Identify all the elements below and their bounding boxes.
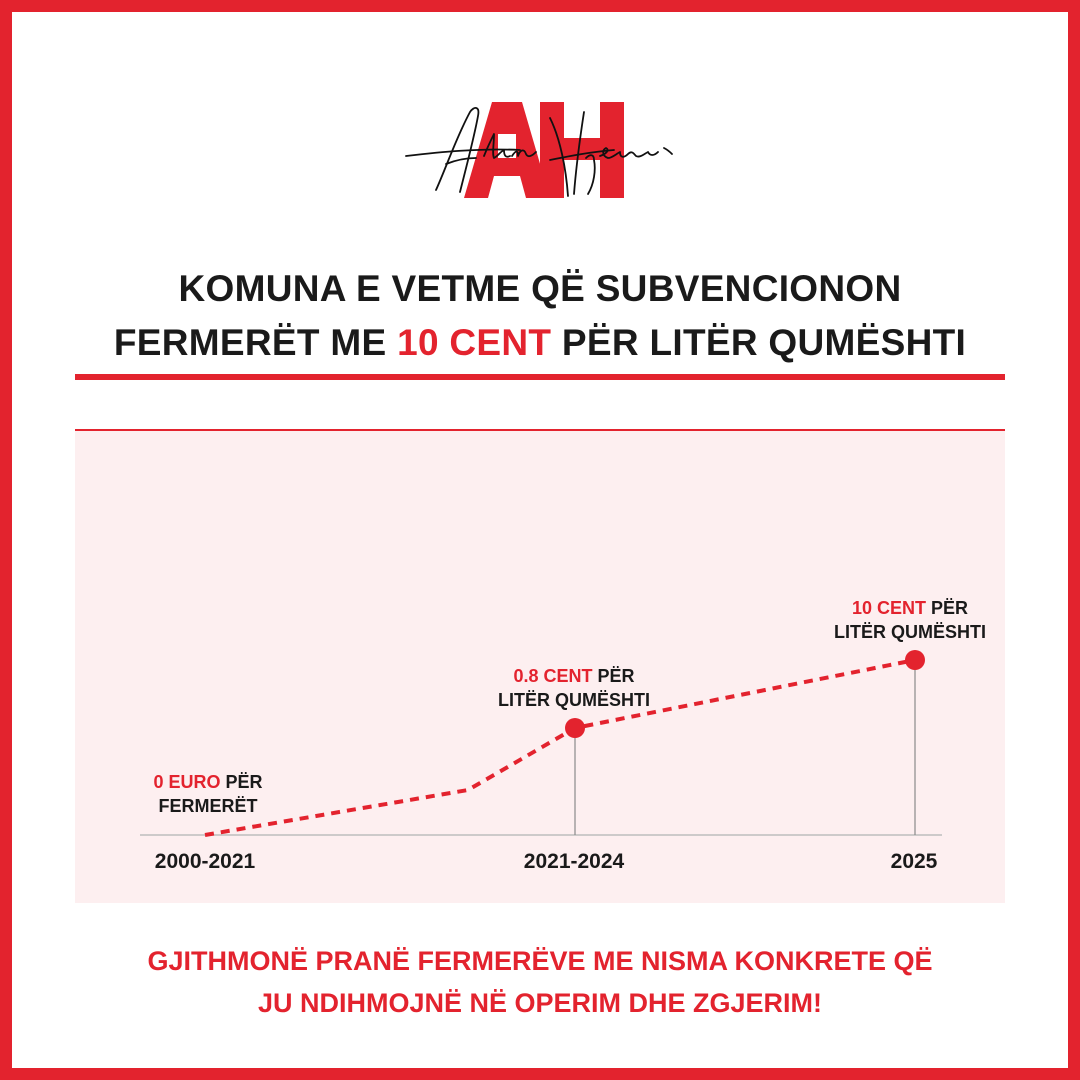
headline-line-1: KOMUNA E VETME QË SUBVENCIONON	[178, 268, 902, 309]
annotation-line-2: LITËR QUMËSHTI	[834, 622, 986, 642]
annotation-line-2: FERMERËT	[158, 796, 258, 816]
annotation-text: PËR	[220, 772, 263, 792]
annotation-2025	[800, 596, 1020, 644]
annotation-line-1	[128, 770, 288, 794]
footer-slogan	[60, 940, 1020, 1024]
headline-line-2-start: FERMERËT ME	[113, 322, 398, 363]
annotation-line-1	[800, 596, 1020, 620]
x-tick-label-2025: 2025	[890, 850, 938, 873]
annotation-line-1	[464, 664, 684, 688]
annotation-text: PËR	[592, 666, 635, 686]
x-tick-label-2000-2021: 2000-2021	[154, 850, 256, 873]
annotation-value: 0 EURO	[153, 772, 221, 792]
data-point-2021-2024	[565, 718, 585, 738]
headline-line-2-end: PËR LITËR QUMËSHTI	[551, 322, 967, 363]
annotation-text: PËR	[926, 598, 969, 618]
data-point-2025	[905, 650, 925, 670]
x-tick-label-2021-2024: 2021-2024	[523, 850, 625, 873]
annotation-line-2: LITËR QUMËSHTI	[498, 690, 650, 710]
footer-line-2: JU NDIHMOJNË NË OPERIM DHE ZGJERIM!	[257, 988, 823, 1018]
annotation-value: 0.8 CENT	[513, 666, 593, 686]
annotation-value: 10 CENT	[851, 598, 926, 618]
footer-line-1: GJITHMONË PRANË FERMERËVE ME NISMA KONKRETE QË	[147, 946, 933, 976]
headline-highlight: 10 CENT	[397, 322, 552, 363]
annotation-2021-2024	[464, 664, 684, 712]
annotation-2000-2021	[128, 770, 288, 818]
